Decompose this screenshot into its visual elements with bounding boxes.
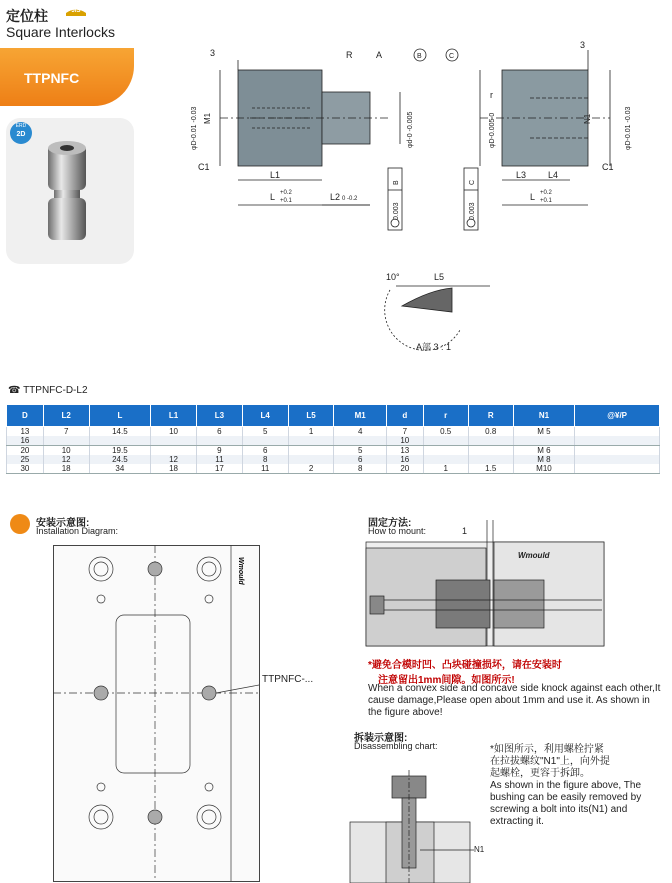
svg-text:+0.1: +0.1: [540, 198, 552, 204]
table-cell: 7: [386, 427, 423, 437]
label-d-tol-left: φD-0.01 -0.03: [191, 106, 198, 150]
table-cell: [575, 427, 660, 437]
label-d-small-tol: φd-0 -0.005: [407, 111, 414, 148]
label-n1: N1: [583, 113, 592, 124]
table-cell: M 8: [513, 455, 574, 464]
label-r-large: R: [346, 50, 353, 60]
dim-3-left: 3: [210, 48, 216, 58]
table-row: [7, 436, 660, 446]
tol-box-b-ref: B: [393, 180, 400, 185]
table-cell: 5: [334, 446, 386, 456]
table-cell: [575, 455, 660, 464]
table-cell: 13: [7, 427, 44, 437]
erd-2d-badge: ERD 2D: [10, 122, 32, 144]
table-row: [7, 455, 660, 464]
label-l-tol-minus: +0.1: [280, 198, 292, 204]
table-cell: 1: [288, 427, 334, 437]
table-cell: 6: [196, 427, 242, 437]
table-header: N1: [513, 405, 574, 427]
plate-brand: Wmould: [237, 557, 244, 585]
jis-logo: [64, 4, 88, 18]
mount-diagram: [366, 520, 606, 652]
table-cell: 9: [196, 446, 242, 456]
table-header: L: [89, 405, 151, 427]
table-cell: 8: [242, 455, 288, 464]
label-c1-right: C1: [602, 162, 614, 172]
table-cell: [288, 446, 334, 456]
table-cell: [468, 436, 513, 446]
technical-drawing: [190, 40, 668, 360]
tol-box-b-value: 0.003: [393, 202, 400, 220]
table-cell: 25: [7, 455, 44, 464]
mount-brand: Wmould: [518, 551, 550, 560]
label-l-right: L: [530, 192, 536, 202]
table-cell: M10: [513, 464, 574, 474]
table-cell: 6: [242, 446, 288, 456]
table-cell: [468, 446, 513, 456]
label-l5: L5: [434, 272, 445, 282]
table-cell: 1.5: [468, 464, 513, 474]
phone-icon: ☎: [8, 385, 24, 396]
table-cell: [334, 436, 386, 446]
label-l4: L4: [548, 170, 559, 180]
install-title-en: Installation Diagram:: [36, 526, 119, 536]
tol-box-c-ref: C: [469, 179, 476, 185]
label-l3: L3: [516, 170, 527, 180]
table-cell: [89, 436, 151, 446]
mount-title-en: How to mount:: [368, 526, 427, 536]
table-header: L2: [43, 405, 89, 427]
product-code-tab: [0, 48, 134, 106]
mount-gap-label: 1: [462, 526, 468, 536]
detail-a-caption: A部 3 : 1: [416, 342, 452, 352]
table-cell: 19.5: [89, 446, 151, 456]
mount-title-cn: 固定方法:: [368, 518, 412, 529]
table-cell: 11: [196, 455, 242, 464]
table-row: [7, 464, 660, 474]
table-cell: [151, 446, 197, 456]
table-cell: [575, 464, 660, 474]
table-cell: 1: [423, 464, 468, 474]
mount-warning-en: When a convex side and concave side knock against each other,It cause damage,Please open about 1mm and use it. As shown in the figure above!: [368, 683, 661, 718]
table-cell: 10: [386, 436, 423, 446]
table-cell: 2: [288, 464, 334, 474]
table-caption: ☎ TTPNFC-D-L2: [8, 385, 88, 396]
dim-3-right: 3: [580, 40, 586, 50]
table-cell: 16: [7, 436, 44, 446]
n1-label: N1: [474, 845, 485, 854]
label-l-tol-plus: +0.2: [280, 190, 292, 196]
mount-warning-cn: *避免合模时凹、凸块碰撞损坏，请在安装时 注意留出1mm间隙。如图所示!: [368, 660, 562, 686]
svg-text:JIS: JIS: [71, 8, 81, 14]
disassemble-note: *如图所示，利用螺栓拧紧 在拉拔螺纹"N1"上，向外提 起螺栓，更容于拆卸。 As shown in the figure above, The bushing can be easily removed by screwing a bolt into its(N1) and extracting it.: [490, 744, 642, 827]
install-callout: TTPNFC-...: [262, 674, 314, 685]
table-cell: 4: [334, 427, 386, 437]
table-cell: 34: [89, 464, 151, 474]
spec-table: [6, 404, 660, 474]
table-cell: [288, 455, 334, 464]
table-cell: [151, 436, 197, 446]
table-cell: 8: [334, 464, 386, 474]
disassemble-title-en: Disassembling chart:: [354, 741, 438, 751]
table-header: L3: [196, 405, 242, 427]
label-c1-left: C1: [198, 162, 210, 172]
table-cell: 11: [242, 464, 288, 474]
table-cell: 14.5: [89, 427, 151, 437]
svg-text:+0.2: +0.2: [540, 190, 552, 196]
table-cell: 30: [7, 464, 44, 474]
table-cell: 10: [43, 446, 89, 456]
table-cell: [43, 436, 89, 446]
table-cell: 6: [334, 455, 386, 464]
table-cell: 10: [151, 427, 197, 437]
table-cell: 24.5: [89, 455, 151, 464]
label-l1: L1: [270, 170, 281, 180]
table-cell: 7: [43, 427, 89, 437]
table-cell: M 5: [513, 427, 574, 437]
product-code: TTPNFC: [24, 70, 80, 86]
table-cell: 12: [151, 455, 197, 464]
title-en: Square Interlocks: [6, 24, 115, 40]
table-header: M1: [334, 405, 386, 427]
table-cell: 18: [151, 464, 197, 474]
table-cell: 0.8: [468, 427, 513, 437]
install-diagram: [53, 545, 259, 881]
tol-box-c-value: 0.003: [469, 202, 476, 220]
table-cell: 20: [7, 446, 44, 456]
table-cell: M 6: [513, 446, 574, 456]
table-cell: 20: [386, 464, 423, 474]
label-angle: 10°: [386, 272, 400, 282]
label-r-small: r: [490, 90, 493, 100]
table-cell: 18: [43, 464, 89, 474]
label-d-tol-right: φD-0.01 -0.03: [625, 106, 632, 150]
table-header: @¥/P: [575, 405, 660, 427]
table-header: d: [386, 405, 423, 427]
table-header: r: [423, 405, 468, 427]
table-cell: 5: [242, 427, 288, 437]
install-title-cn: 安装示意图:: [36, 518, 90, 529]
table-row: [7, 446, 660, 456]
table-cell: [575, 446, 660, 456]
table-cell: [196, 436, 242, 446]
disassemble-diagram: [350, 770, 485, 883]
table-header: R: [468, 405, 513, 427]
table-cell: [423, 446, 468, 456]
table-header: L5: [288, 405, 334, 427]
table-cell: 17: [196, 464, 242, 474]
label-d-tol-mid: φD-0.005 0: [489, 112, 496, 148]
table-cell: [513, 436, 574, 446]
circle-ref-b: B: [417, 53, 422, 60]
disassemble-title-cn: 拆装示意图:: [354, 733, 408, 744]
install-icon: [10, 514, 30, 534]
table-cell: 16: [386, 455, 423, 464]
label-l: L: [270, 192, 276, 202]
table-cell: 12: [43, 455, 89, 464]
table-cell: [288, 436, 334, 446]
table-header: L4: [242, 405, 288, 427]
table-cell: 0.5: [423, 427, 468, 437]
table-cell: [575, 436, 660, 446]
table-cell: [468, 455, 513, 464]
title-cn: 定位柱: [6, 8, 48, 24]
table-row: [7, 427, 660, 437]
table-cell: [242, 436, 288, 446]
table-header: L1: [151, 405, 197, 427]
table-cell: [423, 455, 468, 464]
label-a: A: [376, 50, 383, 60]
label-l2-tol: 0 -0.2: [342, 196, 358, 202]
circle-ref-c: C: [449, 53, 455, 60]
table-header: D: [7, 405, 44, 427]
table-cell: [423, 436, 468, 446]
label-m1: M1: [203, 112, 212, 124]
table-cell: 13: [386, 446, 423, 456]
label-l2: L2: [330, 192, 341, 202]
